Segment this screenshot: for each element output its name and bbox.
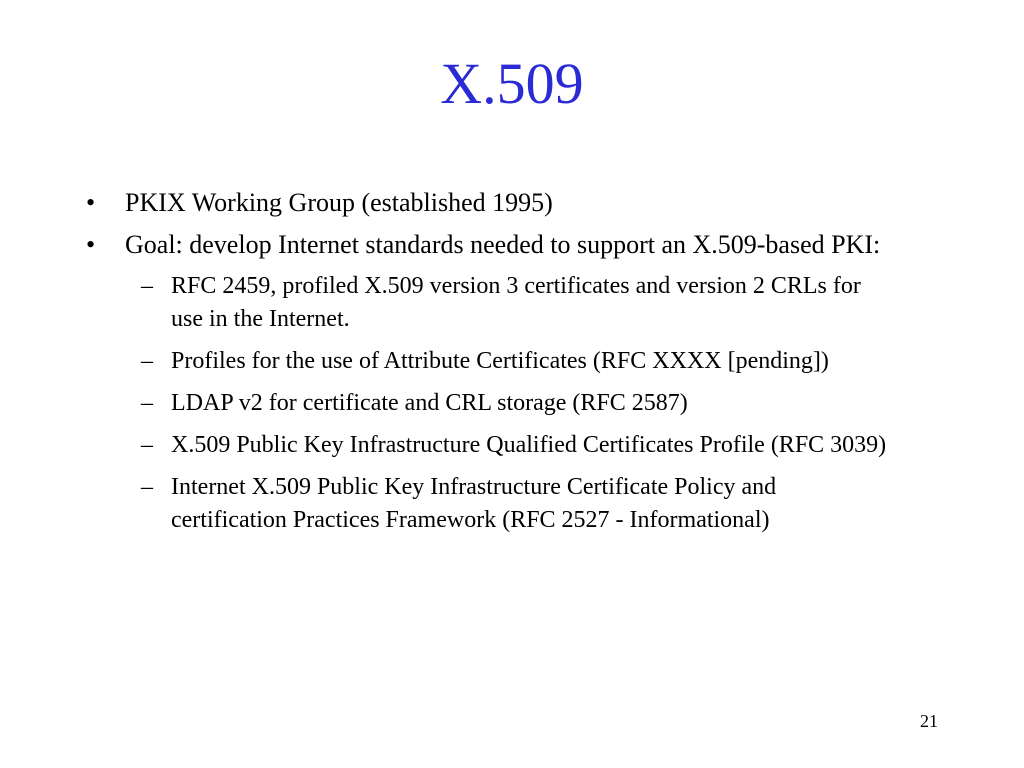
sub-bullet-item — [86, 429, 891, 462]
bullet-marker: • — [86, 188, 96, 217]
sub-bullet-item — [86, 387, 891, 420]
bullet-item — [86, 228, 956, 262]
dash-marker: – — [141, 474, 153, 500]
bullet-marker: • — [86, 230, 96, 259]
slide-title: X.509 — [440, 51, 584, 116]
dash-marker: – — [141, 432, 153, 458]
sub-bullet-text: LDAP v2 for certificate and CRL storage (RFC 2587) — [171, 390, 688, 416]
bullet-text: Goal: develop Internet standards needed to support an X.509-based PKI: — [125, 230, 881, 259]
slide-body — [86, 186, 956, 546]
sub-bullet-text: Internet X.509 Public Key Infrastructure Certificate Policy and certification Practices Framework (RFC 2527 - Informational) — [171, 474, 777, 533]
sub-bullet-text: Profiles for the use of Attribute Certificates (RFC XXXX [pending]) — [171, 348, 829, 374]
dash-marker: – — [141, 273, 153, 299]
sub-bullet-item — [86, 471, 891, 537]
sub-bullet-text: RFC 2459, profiled X.509 version 3 certificates and version 2 CRLs for use in the Internet. — [171, 273, 861, 332]
sub-bullet-text: X.509 Public Key Infrastructure Qualified Certificates Profile (RFC 3039) — [171, 432, 887, 458]
dash-marker: – — [141, 390, 153, 416]
bullet-item — [86, 186, 956, 220]
sub-bullet-list — [86, 270, 956, 537]
sub-bullet-item — [86, 345, 891, 378]
bullet-text: PKIX Working Group (established 1995) — [125, 188, 553, 217]
page-number: 21 — [920, 711, 938, 731]
dash-marker: – — [141, 348, 153, 374]
sub-bullet-item — [86, 270, 891, 336]
